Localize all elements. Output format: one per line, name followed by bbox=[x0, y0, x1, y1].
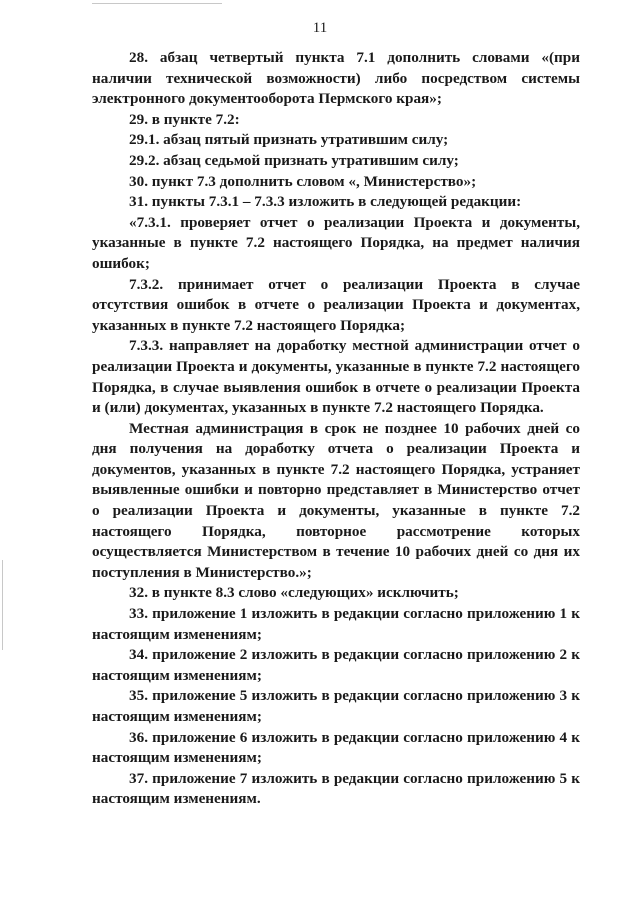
paragraph-36: 36. приложение 6 изложить в редакции согласно приложению 4 к настоящим изменениям; bbox=[92, 728, 580, 767]
paragraph-29-2: 29.2. абзац седьмой признать утратившим силу; bbox=[129, 151, 459, 169]
document-body bbox=[92, 48, 580, 810]
paragraph-33: 33. приложение 1 изложить в редакции согласно приложению 1 к настоящим изменениям; bbox=[92, 605, 580, 643]
paragraph-30: 30. пункт 7.3 дополнить словом «, Министерство»; bbox=[129, 172, 477, 190]
paragraph-28: 28. абзац четвертый пункта 7.1 дополнить словами «(при наличии технической возможности) либо посредством системы электронного документооборота Пермского края»; bbox=[92, 49, 580, 108]
scan-artifact-top bbox=[92, 3, 222, 4]
paragraph-31: 31. пункты 7.3.1 – 7.3.3 изложить в следующей редакции: bbox=[129, 193, 522, 211]
paragraph-local-administration: Местная администрация в срок не позднее 10 рабочих дней со дня получения на доработку отчета о реализации Проекта и документов, указанных в пункте 7.2 настоящего Порядка, устраняет выявленные ошибки и повторно представляет в Министерство отчет о реализации Проекта и документы, указанные в пункте 7.2 настоящего Порядка, повторное рассмотрение которых осуществляется Министерством в течение 10 рабочих дней со дня их поступления в Министерство.»; bbox=[92, 419, 580, 581]
paragraph-37: 37. приложение 7 изложить в редакции согласно приложению 5 к настоящим изменениям. bbox=[92, 769, 580, 808]
scan-artifact-left bbox=[2, 560, 3, 650]
page-number: 11 bbox=[312, 20, 328, 36]
paragraph-7-3-2: 7.3.2. принимает отчет о реализации Проекта в случае отсутствия ошибок в отчете о реализации Проекта и документах, указанных в пункте 7.2 настоящего Порядка; bbox=[92, 275, 580, 334]
paragraph-29-1: 29.1. абзац пятый признать утратившим силу; bbox=[129, 131, 449, 149]
paragraph-34: 34. приложение 2 изложить в редакции согласно приложению 2 к настоящим изменениям; bbox=[92, 646, 580, 684]
paragraph-7-3-1: «7.3.1. проверяет отчет о реализации Проекта и документы, указанные в пункте 7.2 настоящего Порядка, на предмет наличия ошибок; bbox=[92, 213, 580, 272]
paragraph-32: 32. в пункте 8.3 слово «следующих» исключить; bbox=[129, 584, 459, 602]
paragraph-35: 35. приложение 5 изложить в редакции согласно приложению 3 к настоящим изменениям; bbox=[92, 687, 580, 725]
paragraph-29: 29. в пункте 7.2: bbox=[129, 110, 240, 128]
paragraph-7-3-3: 7.3.3. направляет на доработку местной администрации отчет о реализации Проекта и документы, указанные в пункте 7.2 настоящего Порядка, в случае выявления ошибок в отчете о реализации Проекта и (или) документах, указанных в пункте 7.2 настоящего Порядка. bbox=[92, 337, 580, 417]
